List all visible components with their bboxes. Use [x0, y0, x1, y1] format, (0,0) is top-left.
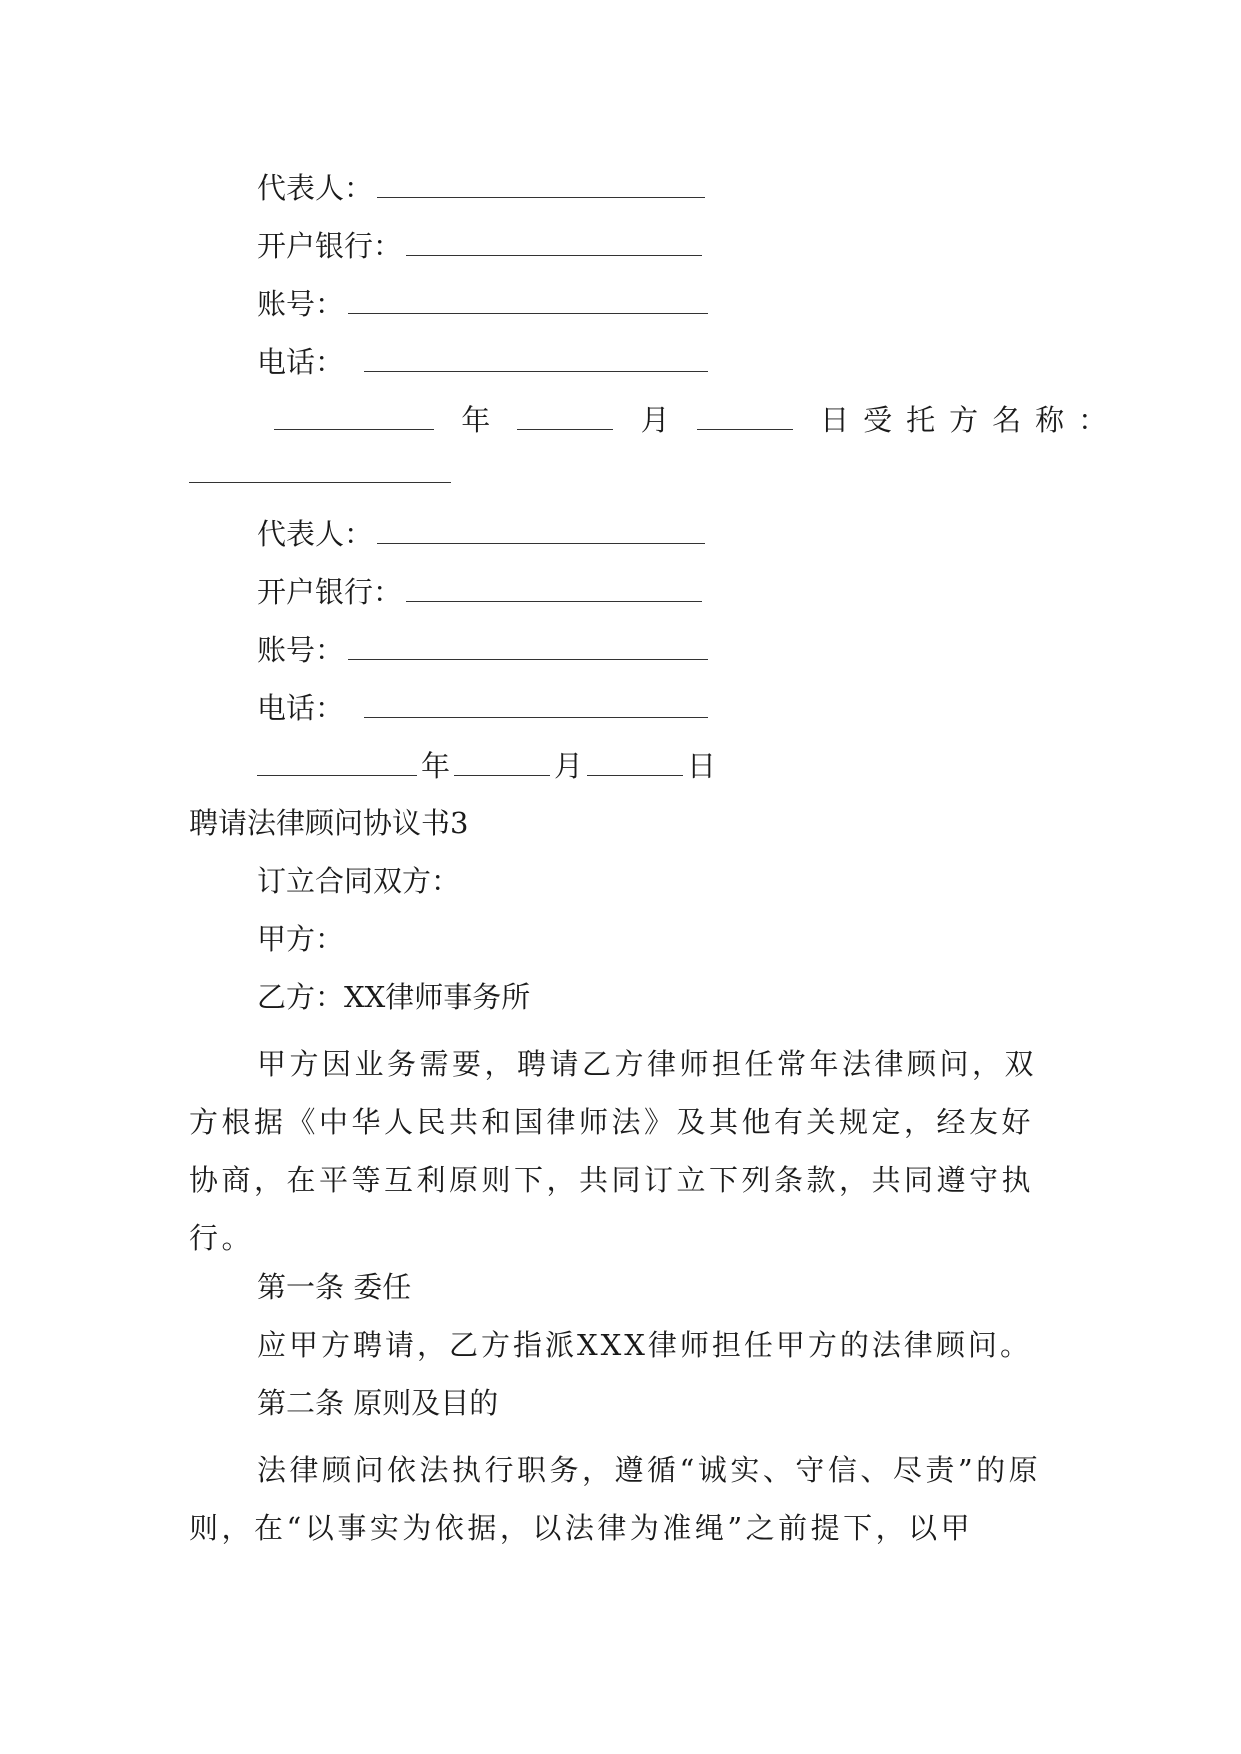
- year-blank: [274, 405, 434, 430]
- representative-row: [257, 514, 709, 554]
- article2-paragraph: 法律顾问依法执行职务，遵循“诚实、守信、尽责”的原则，在“以事实为依据，以法律为准绳”之前提下，以甲: [189, 1453, 1042, 1545]
- day-trustee-label: 日受托方名称：: [820, 403, 1122, 437]
- party-b: 乙方：XX律师事务所: [257, 980, 531, 1014]
- article1-text: 应甲方聘请，乙方指派XXX律师担任甲方的法律顾问。: [257, 1328, 1032, 1362]
- representative-label: 代表人：: [257, 171, 374, 205]
- account-blank: [348, 289, 708, 314]
- date-row: [257, 746, 716, 786]
- trustee-name-blank: [189, 482, 451, 483]
- month-blank: [517, 405, 613, 430]
- phone-label: 电话：: [257, 691, 345, 725]
- party-a: 甲方：: [257, 922, 345, 956]
- day-blank: [587, 751, 683, 776]
- bank-label: 开户银行：: [257, 229, 403, 263]
- month-label: 月: [554, 749, 584, 783]
- bank-row: [257, 572, 706, 612]
- phone-label: 电话：: [257, 345, 345, 379]
- day-label: 日: [687, 749, 717, 783]
- bank-label: 开户银行：: [257, 575, 403, 609]
- article1-heading: 第一条 委任: [257, 1270, 412, 1304]
- article2-heading: 第二条 原则及目的: [257, 1386, 499, 1420]
- representative-blank: [377, 173, 705, 198]
- account-blank: [348, 635, 708, 660]
- phone-blank: [364, 693, 708, 718]
- month-label: 月: [640, 403, 670, 437]
- document-title: 聘请法律顾问协议书3: [189, 806, 469, 840]
- preamble-paragraph: 甲方因业务需要，聘请乙方律师担任常年法律顾问，双方根据《中华人民共和国律师法》及其他有关规定，经友好协商，在平等互利原则下，共同订立下列条款，共同遵守执行。: [189, 1047, 1038, 1255]
- bank-blank: [406, 577, 702, 602]
- phone-row: [257, 342, 712, 382]
- phone-blank: [364, 347, 708, 372]
- bank-blank: [406, 231, 702, 256]
- representative-blank: [377, 519, 705, 544]
- account-label: 账号：: [257, 633, 345, 667]
- bank-row: [257, 226, 706, 266]
- parties-intro: 订立合同双方：: [257, 864, 461, 898]
- account-label: 账号：: [257, 287, 345, 321]
- year-label: 年: [421, 749, 451, 783]
- day-blank: [697, 405, 793, 430]
- year-blank: [257, 751, 417, 776]
- date-trustee-row: [270, 400, 1121, 440]
- representative-label: 代表人：: [257, 517, 374, 551]
- representative-row: [257, 168, 709, 208]
- account-row: [257, 284, 712, 324]
- month-blank: [454, 751, 550, 776]
- phone-row: [257, 688, 712, 728]
- account-row: [257, 630, 712, 670]
- year-label: 年: [461, 403, 491, 437]
